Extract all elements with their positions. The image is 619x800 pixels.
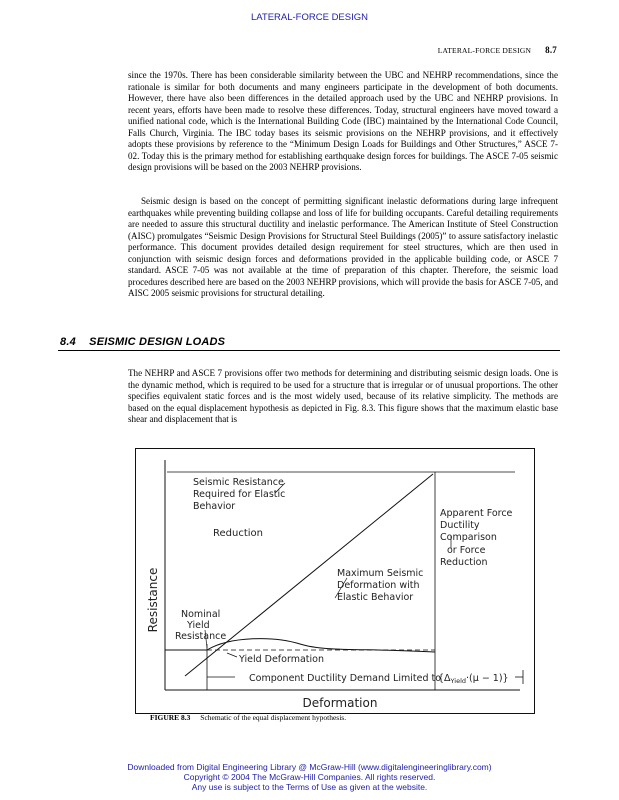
equal-displacement-figure: [135, 448, 535, 714]
running-head-title: LATERAL-FORCE DESIGN: [437, 46, 532, 55]
figure-caption: [150, 713, 346, 722]
label-maximum-seismic: Maximum Seismic Deformation with Elastic Behavior: [337, 568, 424, 603]
y-axis-label: Resistance: [146, 567, 160, 633]
label-apparent-force: Apparent Force Ductility Comparison: [440, 508, 513, 543]
footer-copyright-line: Copyright © 2004 The McGraw-Hill Companies. All rights reserved.: [183, 772, 436, 782]
footer-terms-line: Any use is subject to the Terms of Use as given at the website.: [191, 782, 428, 792]
section-heading: [60, 336, 225, 348]
body-paragraph-2: Seismic design is based on the concept of permitting significant inelastic deformations during large infrequent earthquakes while preventing building collapse and loss of life for building occupants. Careful detailing requirements are needed to assure this structural ductility and inelastic performance. The American Institute of Steel Construction (AISC) promulgates “Seismic Design Provisions for Structural Steel Buildings (2005)” to assure satisfactory inelastic performance. This document provides detailed design requirement for steel structures, which are then used in conjunction with seismic design forces and deformations provided in the applicable building code, or ASCE 7 standard. ASCE 7-05 was not available at the time of preparation of this chapter. Therefore, the seismic load procedures described here are based on the 2003 NEHRP provisions, which will provide the basis for ASCE 7-05, and AISC 2005 seismic provisions for structural detailing.: [128, 196, 559, 298]
body-paragraph-1: since the 1970s. There has been considerable similarity between the UBC and NEHRP recommendations, since the rationale is similar for both documents and many engineers participate in the development of both documents. However, there have also been differences in the detailed approach used by the UBC and NEHRP provisions. In recent years, efforts have been made to resolve these differences. Today, structural engineers have moved toward a unified national code, which is the International Building Code (IBC) maintained by the International Code Council, Falls Church, Virginia. The IBC today bases its seismic provisions on the NEHRP provisions, and it effectively adopts these provisions by reference to the “Minimum Design Loads for Buildings and Other Structures,” ASCE 7-02. Today this is the primary method for establishing earthquake design forces for buildings. The ASCE 7-05 seismic design provisions will be based on the 2003 NEHRP provisions.: [128, 70, 558, 172]
caption-text: Schematic of the equal displacement hypothesis.: [200, 713, 347, 722]
label-seismic-resistance: Seismic Resistance Required for Elastic Behavior: [193, 477, 286, 512]
caption-label: FIGURE 8.3: [150, 713, 191, 722]
label-nominal-yield: Nominal Yield Resistance: [175, 609, 227, 642]
label-ductility-demand: Component Ductility Demand Limited to: [249, 673, 442, 684]
footer-download-line[interactable]: Downloaded from Digital Engineering Library @ McGraw-Hill (www.digitalengineeringlibrary.com): [127, 762, 492, 772]
footer: [0, 762, 619, 792]
document-banner: LATERAL-FORCE DESIGN: [250, 12, 368, 23]
page-number: 8.7: [545, 45, 557, 55]
label-yield-deformation: Yield Deformation: [239, 654, 324, 665]
running-head: [438, 45, 557, 55]
label-ductility-formula: $\{\Delta_{Yield}\cdot(\mu - 1)\}$: [438, 673, 509, 685]
x-axis-label: Deformation: [302, 696, 378, 710]
section-paragraph: The NEHRP and ASCE 7 provisions offer two methods for determining and distributing seismic design loads. One is the dynamic method, which is required to be used for a structure that is irregular or of unusual proportions. The other specifies equivalent static forces and is the most widely used, because of its relative simplicity. The methods are based on the equal displacement hypothesis as depicted in Fig. 8.3. This figure shows that the maximum elastic base shear and displacement that is: [128, 368, 558, 424]
label-reduction: Reduction: [213, 528, 263, 539]
leader-yield-deformation: [227, 653, 237, 657]
section-rule: [58, 350, 560, 351]
section-number: 8.4: [60, 336, 76, 348]
label-or-force: or Force Reduction: [440, 545, 488, 568]
section-title: SEISMIC DESIGN LOADS: [89, 336, 226, 348]
